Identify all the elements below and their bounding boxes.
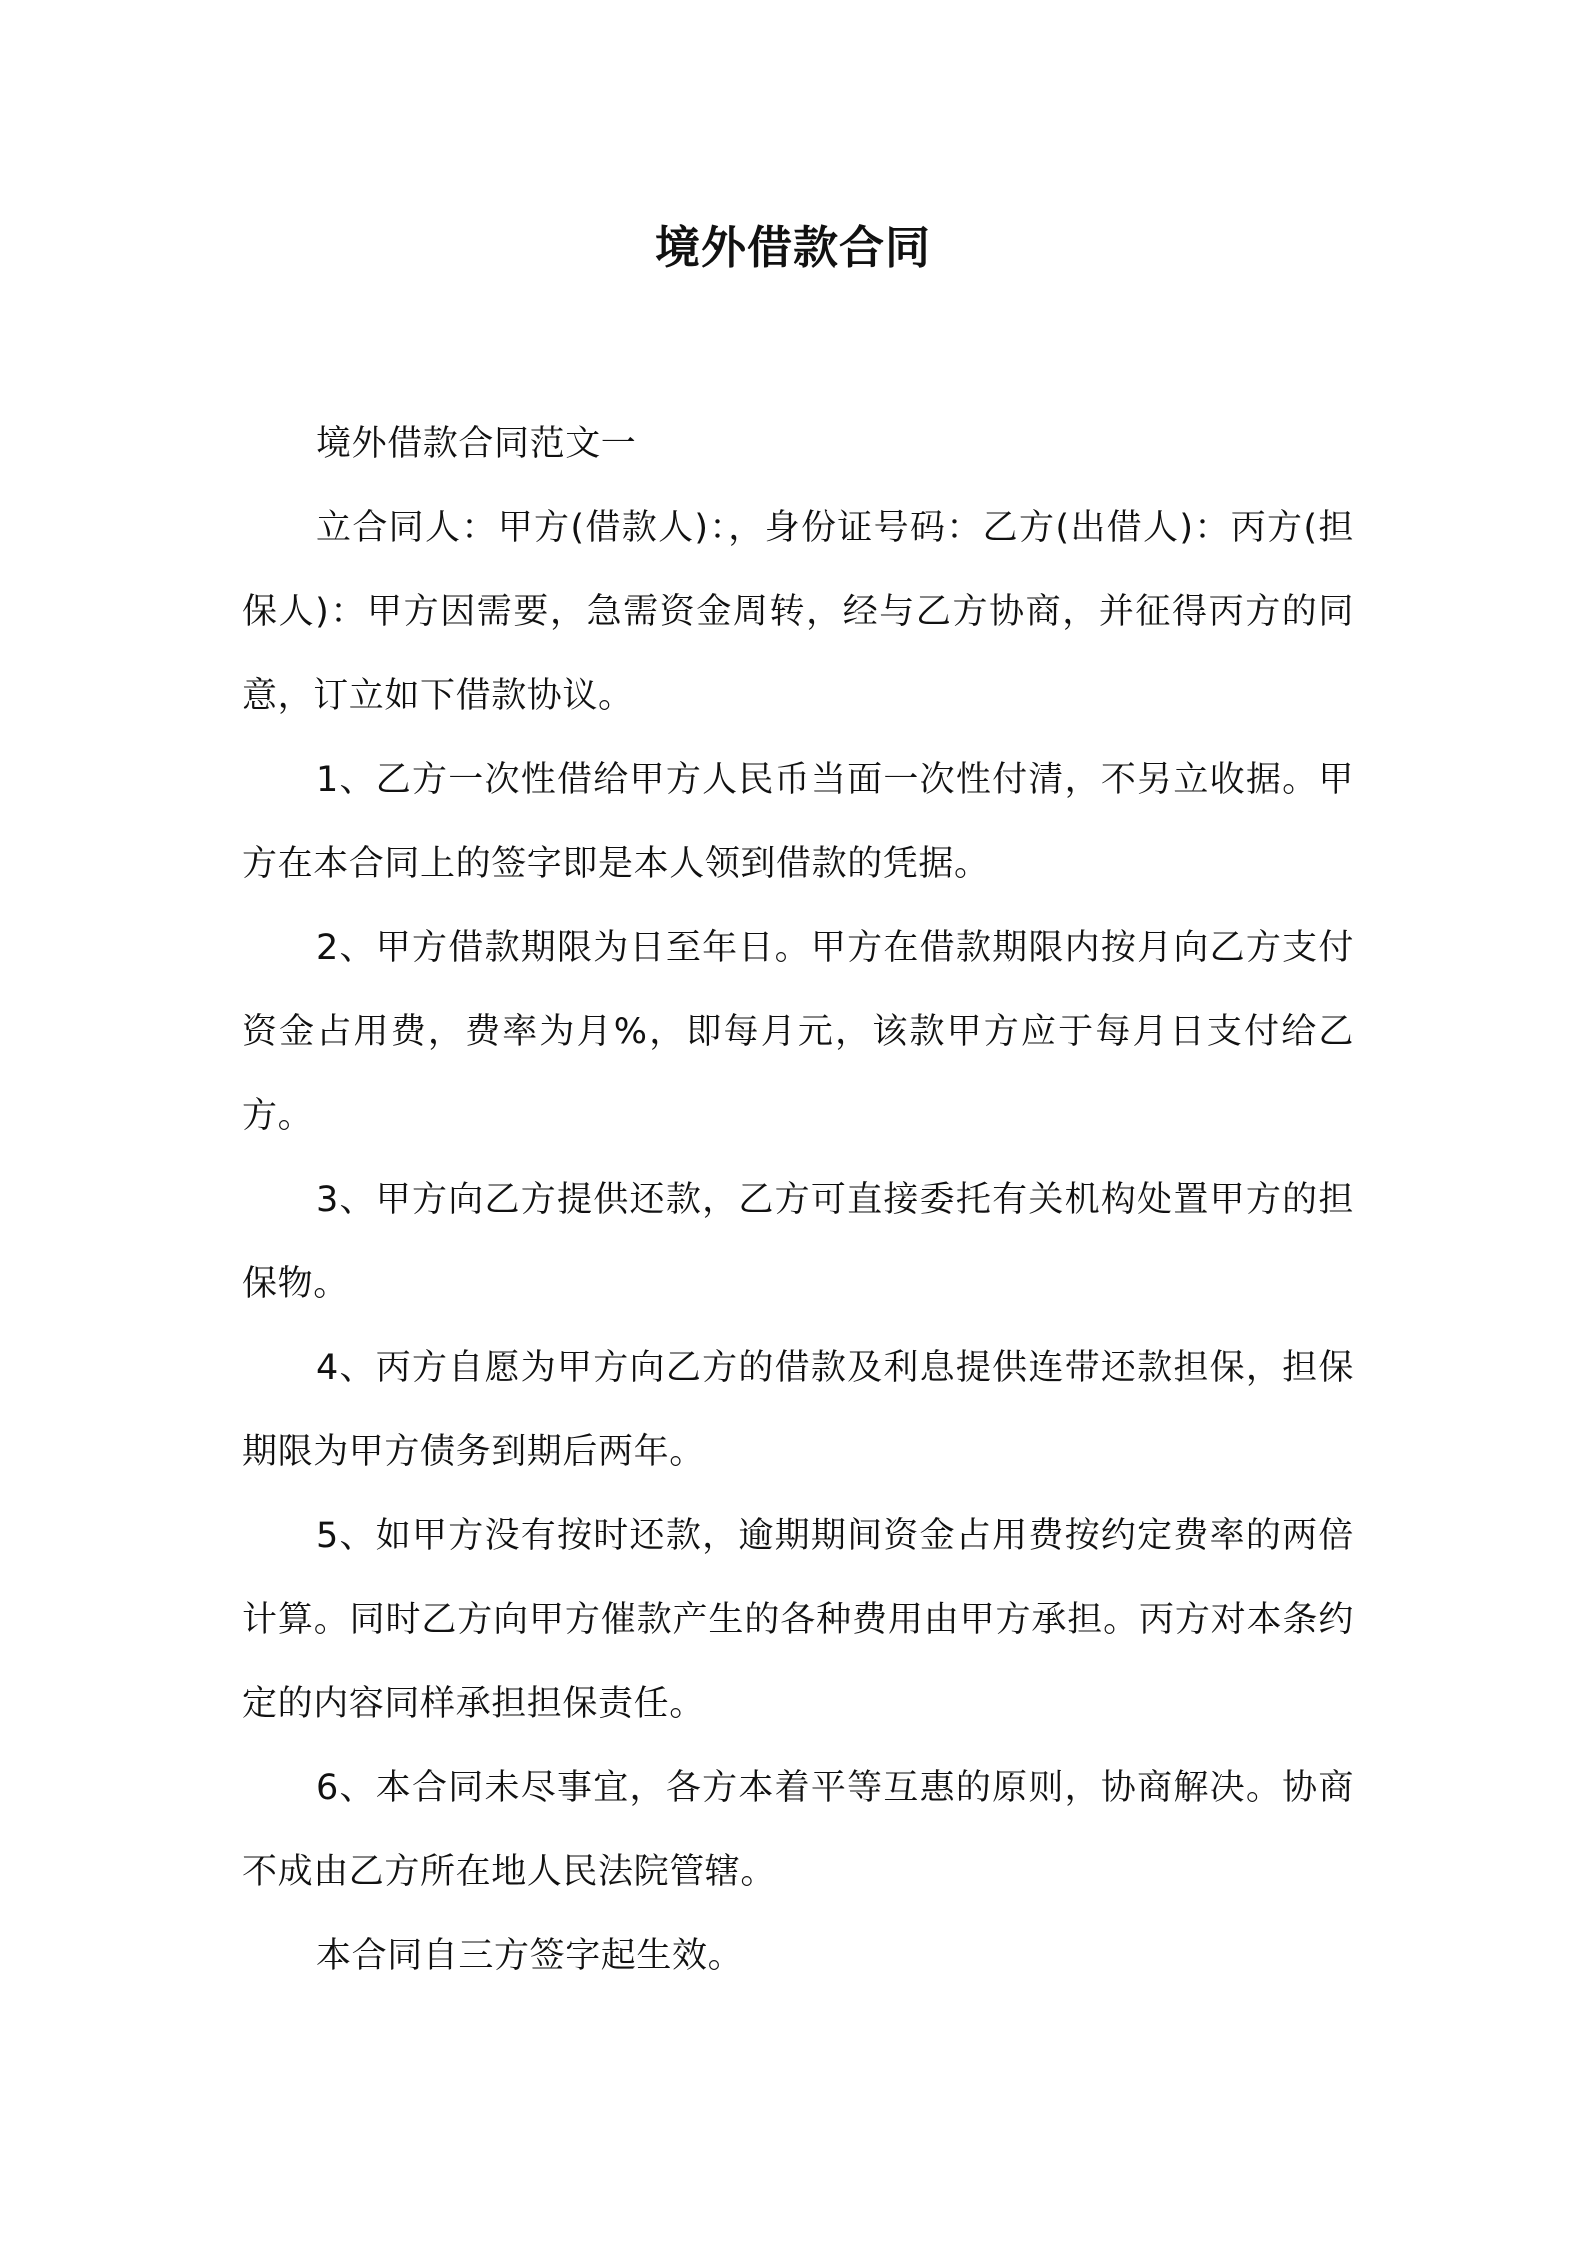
paragraph-parties: 立合同人：甲方(借款人)：，身份证号码：乙方(出借人)：丙方(担保人)：甲方因需要，急需资金周转，经与乙方协商，并征得丙方的同意，订立如下借款协议。 bbox=[242, 508, 1354, 716]
paragraph-clause-1: 1、乙方一次性借给甲方人民币当面一次性付清，不另立收据。甲方在本合同上的签字即是本人领到借款的凭据。 bbox=[242, 760, 1354, 884]
document-title: 境外借款合同 bbox=[654, 221, 931, 274]
document-body bbox=[242, 402, 1354, 1998]
paragraph-effective: 本合同自三方签字起生效。 bbox=[316, 1936, 744, 1976]
paragraph-clause-4: 4、丙方自愿为甲方向乙方的借款及利息提供连带还款担保，担保期限为甲方债务到期后两年。 bbox=[242, 1348, 1354, 1472]
paragraph-clause-5: 5、如甲方没有按时还款，逾期期间资金占用费按约定费率的两倍计算。同时乙方向甲方催款产生的各种费用由甲方承担。丙方对本条约定的内容同样承担担保责任。 bbox=[242, 1516, 1354, 1724]
paragraph-clause-2: 2、甲方借款期限为日至年日。甲方在借款期限内按月向乙方支付资金占用费，费率为月%，即每月元，该款甲方应于每月日支付给乙方。 bbox=[242, 928, 1354, 1136]
paragraph-clause-3: 3、甲方向乙方提供还款，乙方可直接委托有关机构处置甲方的担保物。 bbox=[242, 1180, 1354, 1304]
paragraph-subtitle: 境外借款合同范文一 bbox=[316, 424, 637, 464]
paragraph-clause-6: 6、本合同未尽事宜，各方本着平等互惠的原则，协商解决。协商不成由乙方所在地人民法院管辖。 bbox=[242, 1768, 1354, 1892]
